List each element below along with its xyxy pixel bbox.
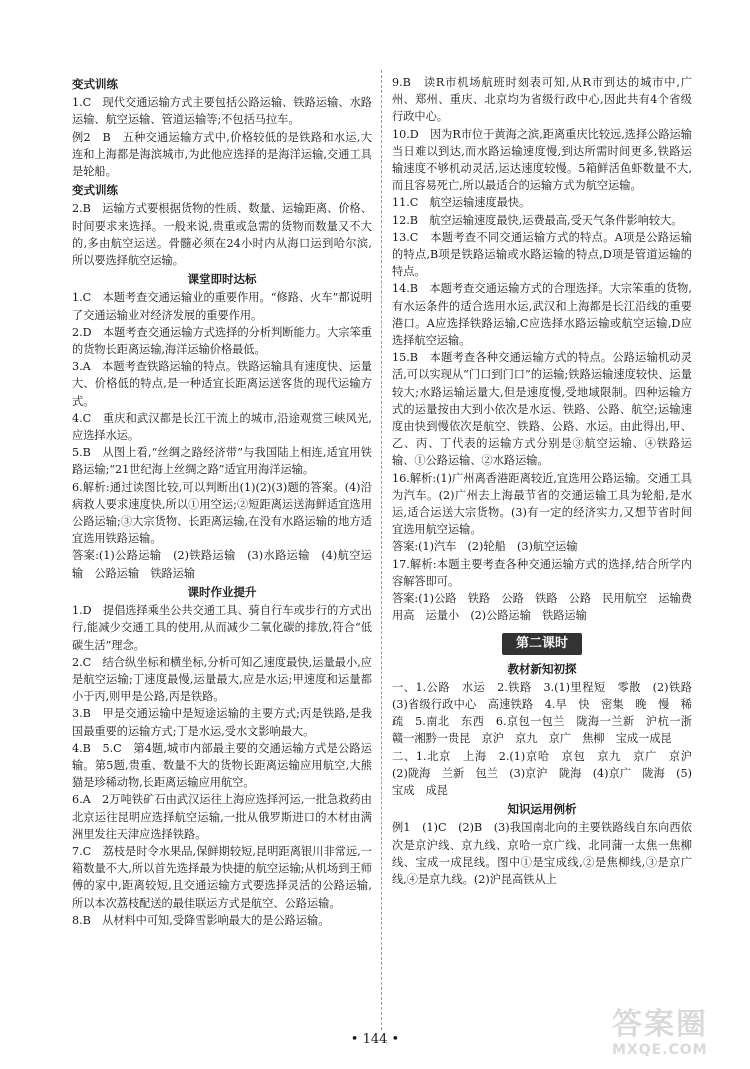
answer-paragraph: 答案:(1)公路运输 (2)铁路运输 (3)水路运输 (4)航空运输 公路运输 铁路运输 (72, 549, 372, 580)
column-divider (381, 70, 383, 1030)
section-heading: 知识运用例析 (507, 802, 577, 817)
answer-paragraph: 10.D 因为R市位于黄海之滨,距离重庆比较远,选择公路运输当日难以到达,而水路运输速度慢,到达所需时间更多,铁路运输速度不够机动灵活,运达速度较慢。5箱鲜活鱼虾数量不大,而且容易死亡,所以最适合的运输方式为航空运输。 (392, 127, 692, 193)
left-column (72, 74, 372, 929)
answer-paragraph: 答案:(1)公路 铁路 公路 铁路 公路 民用航空 运输费用高 运量小 (2)公路运输 铁路运输 (392, 592, 692, 623)
answer-paragraph: 9.B 读R市机场航班时刻表可知,从R市到达的城市中,广州、郑州、重庆、北京均为省级行政中心,因此共有4个省级行政中心。 (392, 76, 692, 124)
section-heading: 教材新知初探 (507, 661, 577, 676)
section-heading: 变式训练 (72, 183, 118, 198)
watermark-url-text: MXQE.COM (612, 1042, 708, 1058)
answer-paragraph: 2.C 结合纵坐标和横坐标,分析可知乙速度最快,运量最小,应是航空运输;丁速度最慢,运量最大,应是水运;甲速度和运量都小于丙,则甲是公路,丙是铁路。 (72, 655, 372, 704)
right-column (392, 74, 704, 888)
answer-paragraph: 例2 B 五种交通运输方式中,价格较低的是铁路和水运,大连和上海都是海滨城市,为此他应选择的是海洋运输,交通工具是轮船。 (72, 130, 372, 179)
answer-paragraph: 7.C 荔枝是时令水果品,保鲜期较短,昆明距离银川非常远,一箱数量不大,所以首先选择最为快捷的航空运输;从机场到王师傅的家中,距离较短,且交通运输方式要选择灵活的公路运输,所以本次荔枝配送的最佳联运方式是航空、公路运输。 (72, 844, 372, 910)
answer-paragraph: 2.D 本题考查交通运输方式选择的分析判断能力。大宗笨重的货物长距离运输,海洋运输价格最低。 (72, 325, 372, 357)
answer-paragraph: 6.A 2万吨铁矿石由武汉运往上海应选择河运,一批急救药由北京运往昆明应选择航空运输,一批从俄罗斯进口的木材由满洲里发往天津应选择铁路。 (72, 793, 372, 841)
watermark-logo (612, 1008, 732, 1064)
answer-paragraph: 3.A 本题考查铁路运输的特点。铁路运输具有速度快、运量大、价格低的特点,是一种适宜长距离运送客货的现代运输方式。 (72, 360, 372, 408)
answer-paragraph: 11.C 航空运输速度最快。 (392, 196, 531, 210)
answer-paragraph: 答案:(1)汽车 (2)轮船 (3)航空运输 (392, 540, 578, 554)
watermark-logo-text: 答案圈 (612, 1007, 708, 1042)
answer-paragraph: 13.C 本题考查不同交通运输方式的特点。A项是公路运输的特点,B项是铁路运输或水路运输的特点,D项是管道运输的特点。 (392, 230, 692, 279)
answer-paragraph: 1.D 提倡选择乘坐公共交通工具、骑自行车或步行的方式出行,能减少交通工具的使用,从而减少二氧化碳的排放,符合“低碳生活”理念。 (72, 604, 372, 652)
answer-paragraph: 14.B 本题考查交通运输方式的合理选择。大宗笨重的货物,有水运条件的适合选用水运,武汉和上海都是长江沿线的重要港口。A应选择铁路运输,C应选择水路运输或航空运输,D应选择航空运输。 (392, 282, 692, 348)
answer-paragraph: 8.B 从材料中可知,受降雪影响最大的是公路运输。 (72, 913, 330, 927)
lesson-title: 第二课时 (502, 633, 582, 655)
answer-paragraph: 15.B 本题考查各种交通运输方式的特点。公路运输机动灵活,可以实现从“门口到门口”的运输;铁路运输速度较快、运量较大;水路运输运量大,但是速度慢,受地域限制。四种运输方式的运量按由大到小依次是水运、铁路、公路、航空;运输速度由快到慢依次是航空、铁路、公路、水运。由此得出,甲、乙、丙、丁代表的运输方式分别是③航空运输、④铁路运输、①公路运输、②水路运输。 (392, 351, 692, 468)
answer-paragraph: 1.C 本题考查交通运输业的重要作用。“修路、火车”都说明了交通运输业对经济发展的重要作用。 (72, 291, 372, 322)
answer-paragraph: 5.B 从图上看,“丝绸之路经济带”与我国陆上相连,适宜用铁路运输;“21世纪海上丝绸之路”适宜用海洋运输。 (72, 446, 372, 477)
section-heading: 变式训练 (72, 77, 118, 91)
answer-paragraph: 6.解析:通过读图比较,可以判断出(1)(2)(3)题的答案。(4)沿病救人要求速度快,所以①用空运;②短距离运送海鲜适宜选用公路运输;③大宗货物、长距离运输,在没有水路运输的地方适宜选用铁路运输。 (72, 480, 372, 546)
answer-paragraph: 一、1.公路 水运 2.铁路 3.(1)里程短 零散 (2)铁路 (3)省级行政中心 高速铁路 4.早 快 密集 晚 慢 稀疏 5.南北 东西 6.京包一包兰 陇海一兰新 沪杭一浙赣一湘黔一贵昆 京沪 京九 京广 焦柳 宝成一成昆 (392, 680, 704, 746)
answer-paragraph: 2.B 运输方式要根据货物的性质、数量、运输距离、价格、时间要求来选择。一般来说,贵重或急需的货物而数量又不大的,多由航空运送。骨髓必须在24小时内从海口运到哈尔滨,所以要选择航空运输。 (72, 202, 372, 268)
answer-paragraph: 12.B 航空运输速度最快,运费最高,受天气条件影响较大。 (392, 213, 683, 227)
answer-paragraph: 3.B 甲是交通运输中是短途运输的主要方式;丙是铁路,是我国最重要的运输方式;丁是水运,受水文影响最大。 (72, 707, 372, 738)
answer-paragraph: 1.C 现代交通运输方式主要包括公路运输、铁路运输、水路运输、航空运输、管道运输等;不包括马拉车。 (72, 96, 372, 127)
section-heading: 课时作业提升 (187, 584, 257, 599)
section-heading: 课堂即时达标 (187, 272, 257, 287)
answer-paragraph: 17.解析:本题主要考查各种交通运输方式的选择,结合所学内容解答即可。 (392, 557, 692, 588)
answer-paragraph: 4.C 重庆和武汉都是长江干流上的城市,沿途观赏三峡风光,应选择水运。 (72, 411, 372, 443)
page-number: • 144 • (350, 1032, 400, 1047)
answer-paragraph: 4.B 5.C 第4题,城市内部最主要的交通运输方式是公路运输。第5题,贵重、数量不大的货物长距离运输应用航空,大熊猫是珍稀动物,长距离运输应用航空。 (72, 741, 372, 790)
answer-paragraph: 二、1.北京 上海 2.(1)京哈 京包 京九 京广 京沪 (2)陇海 兰新 包兰 (3)京沪 陇海 (4)京广 陇海 (5)宝成 成昆 (392, 749, 704, 797)
answer-paragraph: 16.解析:(1)广州离香港距离较近,宜选用公路运输。交通工具为汽车。(2)广州去上海最节省的交通运输工具为轮船,是水运,适合运送大宗货物。(3)有一定的经济实力,又想节省时间宜选用航空运输。 (392, 471, 692, 537)
answer-paragraph: 例1 (1)C (2)B (3)我国南北向的主要铁路线自东向西依次是京沪线、京九线、京哈一京广线、北同蒲一太焦一焦柳线、宝成一成昆线。图中①是宝成线,②是焦柳线,③是京广线,④是京九线。(2)沪昆高铁从上 (392, 821, 692, 886)
